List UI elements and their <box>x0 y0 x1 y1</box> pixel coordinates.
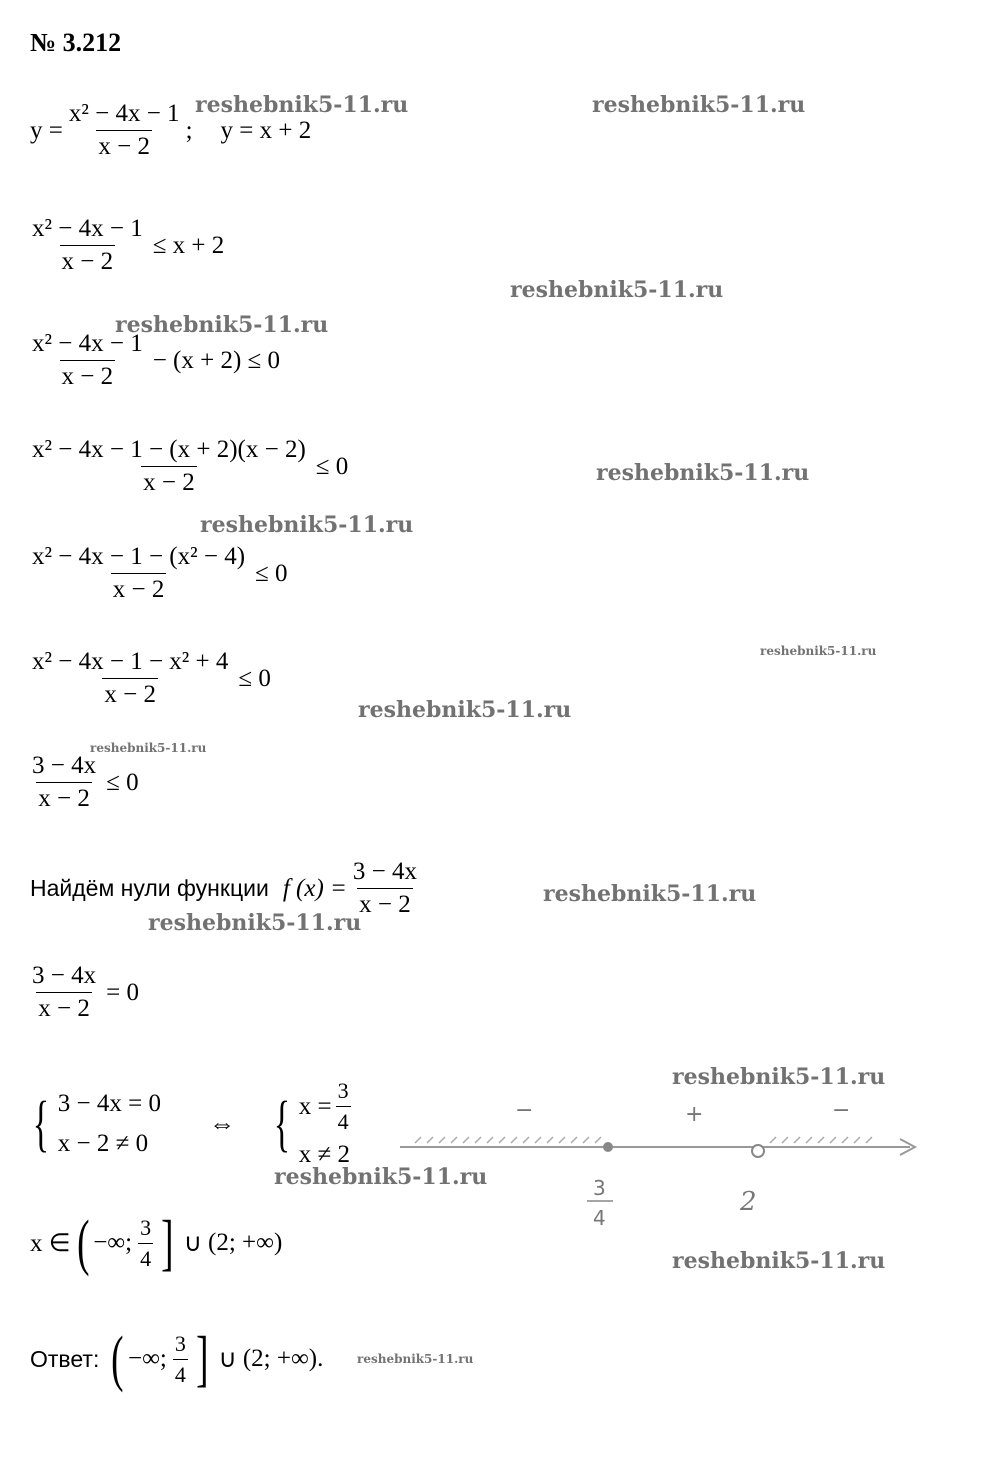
denominator: x − 2 <box>96 130 152 161</box>
numerator: x² − 4x − 1 − (x + 2)(x − 2) <box>32 436 306 463</box>
answer-period: . <box>317 1345 324 1372</box>
denominator: x − 2 <box>111 573 167 604</box>
hatching-right <box>770 1137 872 1143</box>
numerator: 3 <box>174 1330 186 1356</box>
x-not-equal-2: x ≠ 2 <box>298 1141 350 1168</box>
union: ∪ <box>183 1230 203 1257</box>
denominator: x − 2 <box>60 245 116 276</box>
open-point <box>752 1145 764 1157</box>
system-left <box>26 1084 161 1164</box>
problem-number: № 3.212 <box>30 28 122 57</box>
equivalence-symbol: ⇔ <box>208 1108 235 1138</box>
y-equals: y = <box>30 116 63 144</box>
numerator: x² − 4x − 1 <box>32 330 143 357</box>
neg-infinity: −∞; <box>128 1345 167 1372</box>
watermark: reshebnik5-11.ru <box>672 1064 886 1090</box>
fraction-7 <box>30 752 98 813</box>
fraction-4 <box>30 436 308 497</box>
right-brace: { <box>273 1089 291 1158</box>
equation-line-8 <box>30 962 139 1023</box>
watermark-small: reshebnik5-11.ru <box>90 741 207 755</box>
inequality-tail: ≤ 0 <box>238 664 271 692</box>
three-quarters <box>336 1078 351 1135</box>
equation-line-3 <box>30 330 280 391</box>
fraction-3 <box>30 330 145 391</box>
equation-line-5 <box>30 543 288 604</box>
system-left-eq-1: 3 − 4x = 0 <box>57 1089 161 1117</box>
open-paren: ( <box>111 1325 124 1393</box>
numerator: 3 − 4x <box>32 962 97 989</box>
fraction-5 <box>30 543 247 604</box>
inequality-tail: ≤ 0 <box>315 452 349 480</box>
three-quarters <box>173 1331 188 1388</box>
denominator: x − 2 <box>36 992 92 1023</box>
watermark: reshebnik5-11.ru <box>510 277 724 303</box>
watermark: reshebnik5-11.ru <box>672 1248 886 1274</box>
interval-rest: (2; +∞) <box>242 1345 318 1372</box>
inequality-tail: ≤ x + 2 <box>152 231 225 259</box>
equation-line-2 <box>30 215 224 276</box>
numerator: 3 <box>140 1214 152 1240</box>
equation-line-4 <box>30 436 348 497</box>
point-label-2: 2 <box>740 1187 757 1217</box>
numerator: 3 <box>337 1078 349 1103</box>
watermark-small: reshebnik5-11.ru <box>357 1352 474 1366</box>
denominator: 4 <box>173 1359 188 1388</box>
inequality-tail: ≤ 0 <box>255 559 288 587</box>
zeros-text: Найдём нули функции <box>30 875 269 901</box>
watermark: reshebnik5-11.ru <box>148 910 362 936</box>
solution-line <box>30 1209 283 1277</box>
open-paren: ( <box>76 1209 90 1277</box>
point-label-num: 3 <box>593 1176 606 1200</box>
denominator: x − 2 <box>357 888 413 919</box>
watermark: reshebnik5-11.ru <box>115 312 329 338</box>
sign-plus: + <box>685 1102 704 1127</box>
interval-rest: (2; +∞) <box>208 1229 283 1256</box>
numerator: 3 − 4x <box>32 752 97 779</box>
numerator: x² − 4x − 1 <box>68 100 180 127</box>
fraction-6 <box>30 648 230 709</box>
watermark: reshebnik5-11.ru <box>200 512 414 538</box>
hatching-left <box>415 1137 601 1143</box>
watermark: reshebnik5-11.ru <box>358 697 572 723</box>
numerator: 3 − 4x <box>352 858 417 885</box>
close-bracket: ] <box>161 1209 174 1277</box>
second-function: y = x + 2 <box>220 116 312 144</box>
fraction-8 <box>30 962 98 1023</box>
fraction-2 <box>30 215 145 276</box>
system-block <box>26 1078 355 1169</box>
equation-line-7 <box>30 752 139 813</box>
denominator: x − 2 <box>36 782 92 813</box>
denominator: x − 2 <box>60 360 116 391</box>
watermark: reshebnik5-11.ru <box>195 92 409 118</box>
denominator: x − 2 <box>102 678 158 709</box>
numerator: x² − 4x − 1 <box>32 215 143 242</box>
point-label-den: 4 <box>593 1206 606 1230</box>
denominator: 4 <box>138 1243 153 1272</box>
equation-tail: = 0 <box>106 978 139 1006</box>
close-bracket: ] <box>196 1325 209 1393</box>
x-in: x ∈ <box>30 1230 71 1257</box>
sign-minus-right: − <box>832 1098 851 1123</box>
system-right <box>267 1078 355 1169</box>
inequality-tail: ≤ 0 <box>106 768 139 796</box>
fraction-1 <box>67 100 182 161</box>
answer-line <box>30 1325 324 1393</box>
answer-label: Ответ: <box>30 1345 100 1372</box>
system-left-eq-2: x − 2 ≠ 0 <box>57 1129 149 1157</box>
left-brace: { <box>32 1089 50 1158</box>
numerator: x² − 4x − 1 − x² + 4 <box>32 648 229 675</box>
watermark: reshebnik5-11.ru <box>274 1164 488 1190</box>
sign-minus-left: − <box>515 1098 534 1123</box>
watermark: reshebnik5-11.ru <box>543 881 757 907</box>
denominator: 4 <box>336 1106 351 1135</box>
denominator: x − 2 <box>141 466 197 497</box>
equation-line-6 <box>30 648 271 709</box>
watermark: reshebnik5-11.ru <box>592 92 806 118</box>
function-lhs: f (x) = <box>282 874 347 902</box>
union: ∪ <box>218 1346 237 1373</box>
closed-point <box>603 1142 613 1152</box>
neg-infinity: −∞; <box>93 1229 133 1256</box>
inequality-tail: − (x + 2) ≤ 0 <box>152 346 281 374</box>
x-equals: x = <box>298 1092 332 1120</box>
three-quarters <box>138 1215 153 1272</box>
numerator: x² − 4x − 1 − (x² − 4) <box>32 543 246 570</box>
watermark-small: reshebnik5-11.ru <box>760 644 877 658</box>
semicolon: ; <box>185 116 193 144</box>
watermark: reshebnik5-11.ru <box>596 460 810 486</box>
